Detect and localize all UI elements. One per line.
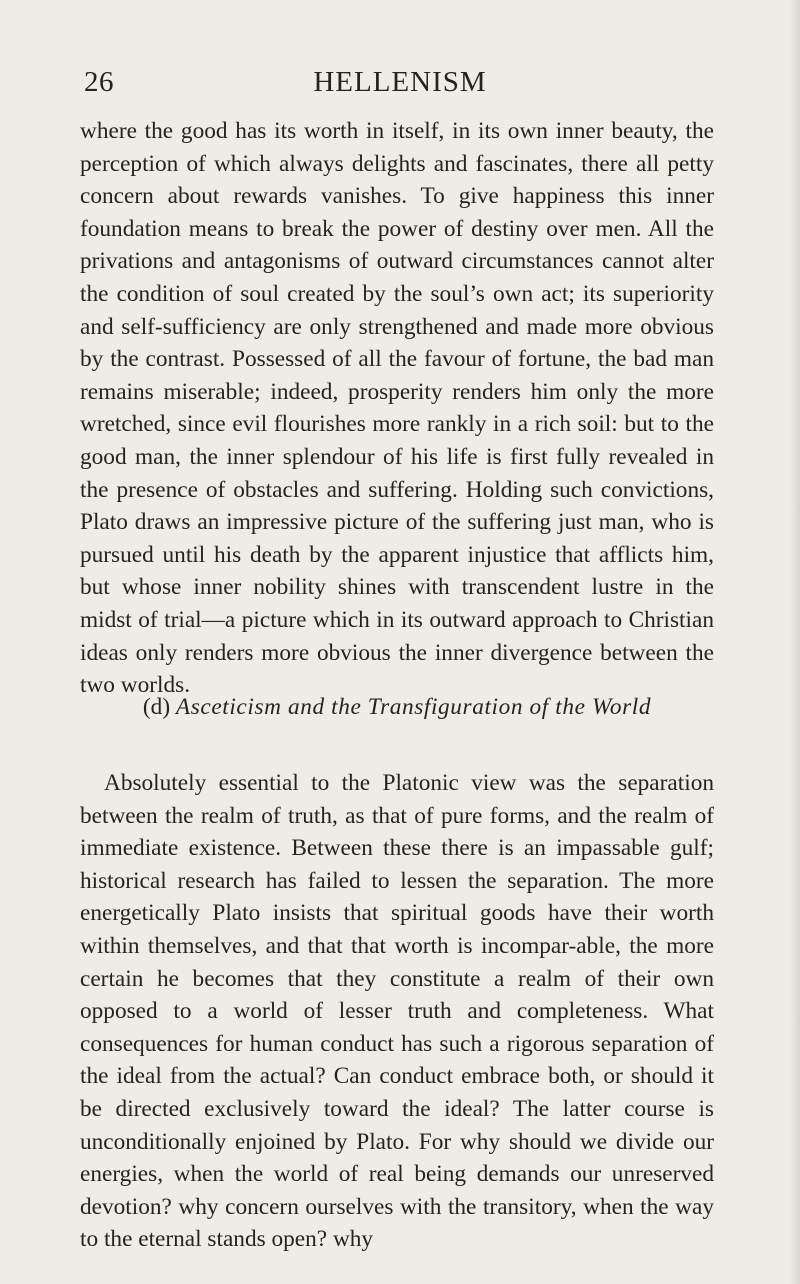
page-edge-shadow [790,0,800,1284]
running-head: HELLENISM [313,66,487,98]
page-header [0,66,800,106]
section-title: Asceticism and the Transfiguration of the World [175,694,652,720]
page-number: 26 [84,66,114,98]
section-label: (d) [142,694,171,720]
paragraph-continued: where the good has its worth in itself, in its own inner beauty, the perception of which always delights and fascinates, there all petty concern about rewards vanishes. To give happiness this inner foundation means to break the power of destiny over men. All the privations and antagonisms of outward circumstances cannot alter the condition of soul created by the soul’s own act; its superiority and self-sufficiency are only strengthened and made more obvious by the contrast. Possessed of all the favour of fortune, the bad man remains miserable; indeed, prosperity renders him only the more wretched, since evil flourishes more rankly in a rich soil: but to the good man, the inner splendour of his life is first fully revealed in the presence of obstacles and suffering. Holding such convictions, Plato draws an impressive picture of the suffering just man, who is pursued until his death by the apparent injustice that afflicts him, but whose inner nobility shines with transcendent lustre in the midst of trial—a picture which in its outward approach to Christian ideas only renders more obvious the inner divergence between the two worlds. [80,118,714,699]
section-heading [80,694,714,721]
paragraph: Absolutely essential to the Platonic view was the separation between the realm of truth, as that of pure forms, and the realm of immediate existence. Between these there is an impassable gulf; historical research has failed to lessen the separation. The more energetically Plato insists that spiritual goods have their worth within themselves, and that that worth is incompar-able, the more certain he becomes that they constitute a realm of their own opposed to a world of lesser truth and completeness. What consequences for human conduct has such a rigorous separation of the ideal from the actual? Can conduct embrace both, or should it be directed exclusively toward the ideal? The latter course is unconditionally enjoined by Plato. For why should we divide our energies, when the world of real being demands our unreserved devotion? why concern ourselves with the transitory, when the way to the eternal stands open? why [80,770,714,1253]
